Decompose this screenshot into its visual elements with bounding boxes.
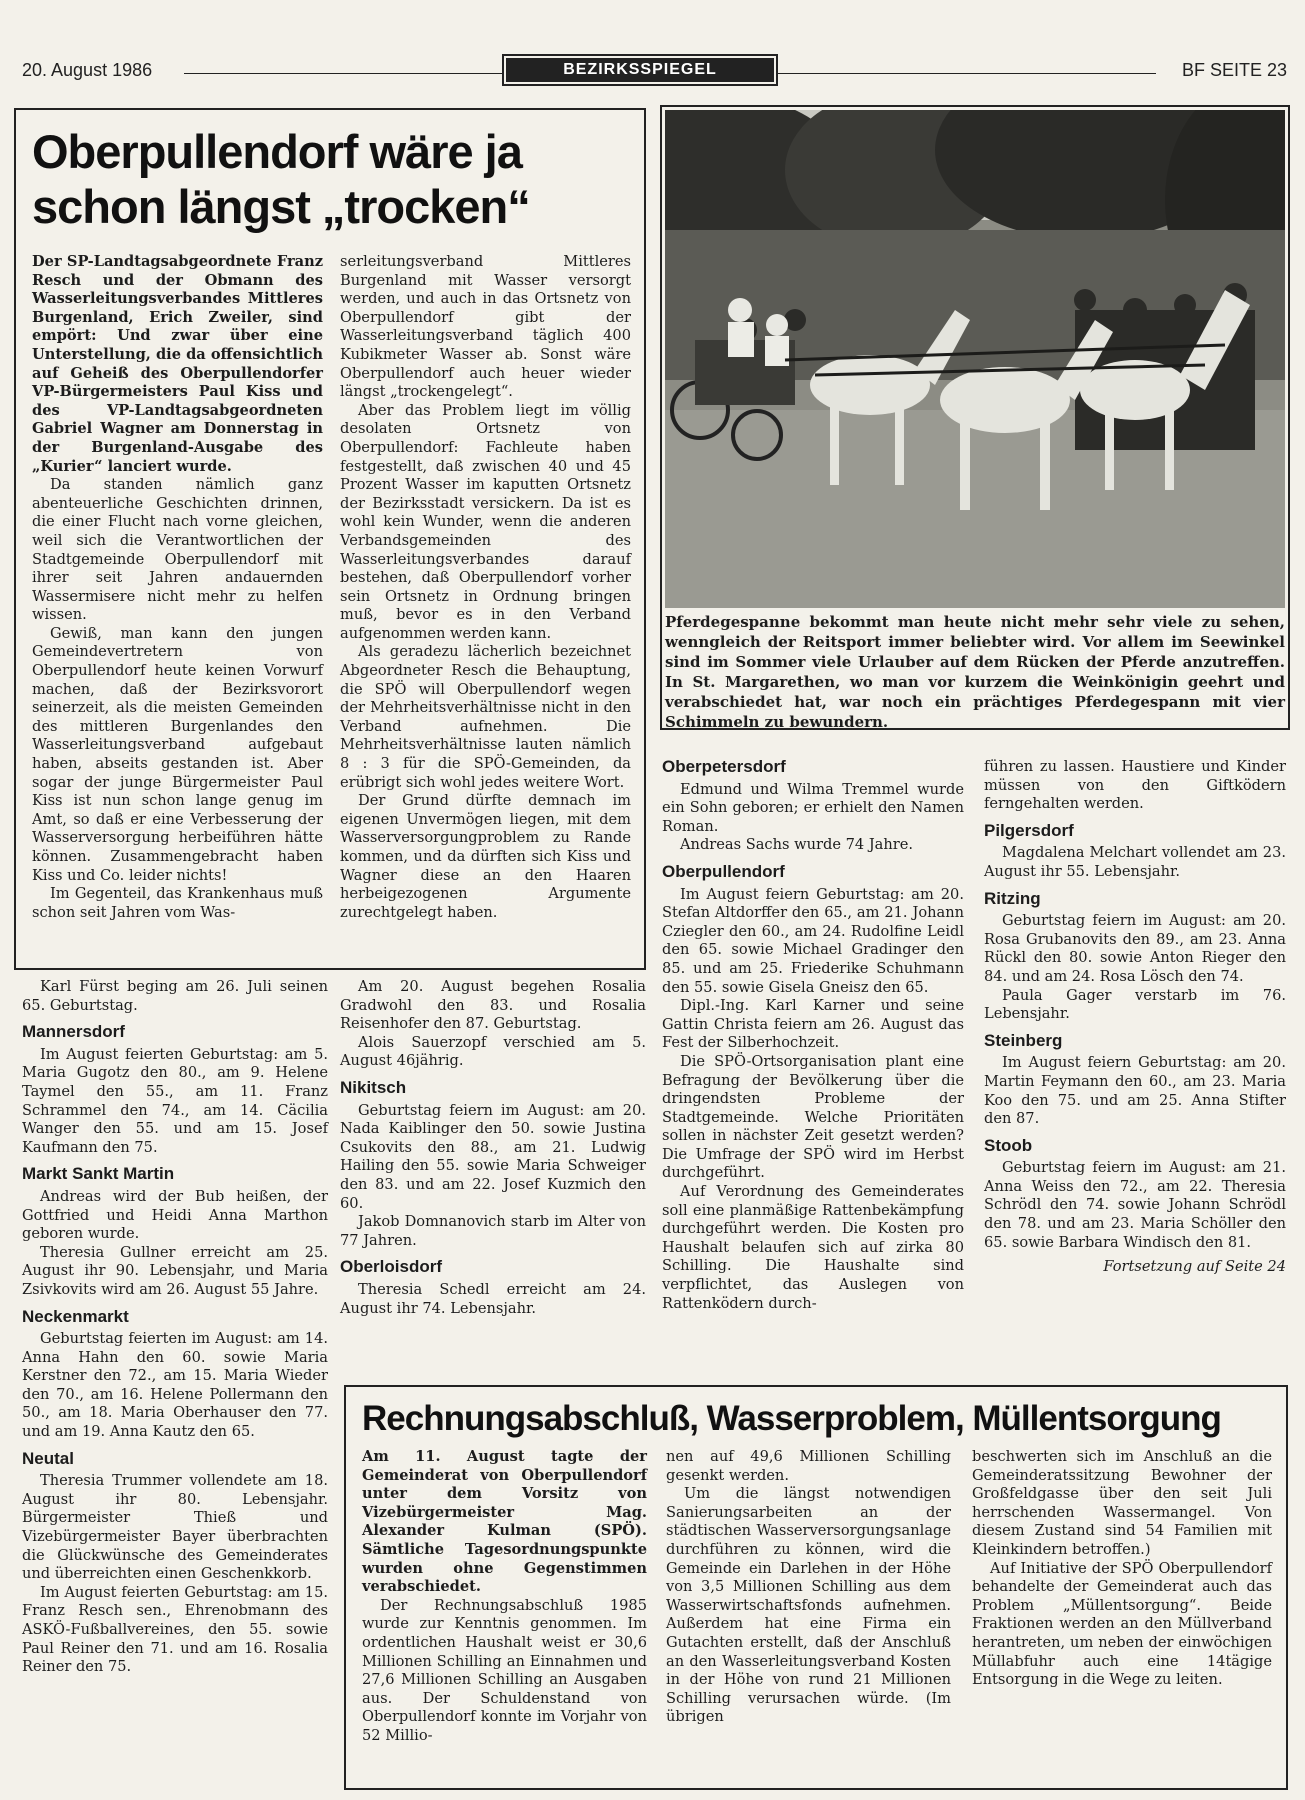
article-paragraph: Als geradezu lächerlich bezeichnet Abgeordneter Resch die Behauptung, die SPÖ will Oberpullendorf wegen der Mehrheitsverhältnisse nicht in den Verband aufnehmen. Die Mehrheitsverhältnisse lauten nämlich 8 : 3 für die SPÖ-Gemeinden, da erübrigt sich wohl jedes weitere Wort. xyxy=(340,643,631,791)
article-gemeinderat-col-2 xyxy=(666,1448,951,1727)
town-heading-stoob: Stoob xyxy=(984,1135,1033,1155)
page-number: BF SEITE 23 xyxy=(1181,60,1287,80)
article-gemeinderat-col-1 xyxy=(362,1448,647,1746)
news-paragraph: Geburtstag feiern im August: am 21. Anna Weiss den 72., am 22. Theresia Schrödl den 74. sowie Johann Schrödl den 78. und am 23. Maria Schöller den 65. sowie Barbara Windisch den 81. xyxy=(984,1159,1286,1251)
town-heading-ritzing: Ritzing xyxy=(984,888,1041,908)
news-paragraph: Geburtstag feierten im August: am 14. Anna Hahn den 60. sowie Maria Kerstner den 72., am 15. Maria Wieder den 70., am 16. Helene Pollermann den 50., am 18. Maria Oberhauser den 77. und am 19. Anna Kautz den 65. xyxy=(22,1330,328,1441)
town-heading-mannersdorf: Mannersdorf xyxy=(22,1022,125,1042)
article-paragraph: Der Rechnungsabschluß 1985 wurde zur Kenntnis genommen. Im ordentlichen Haushalt weist er 30,6 Millionen Schilling an Einnahmen und 27,6 Millionen Schilling an Ausgaben aus. Der Schuldenstand von Oberpullendorf konnte im Vorjahr von 52 Millio- xyxy=(362,1596,647,1744)
article-lead: Der SP-Landtagsabgeordnete Franz Resch und der Obmann des Wasserleitungsverbandes Mittleres Burgenland, Erich Zweiler, sind empört: Und zwar über eine Unterstellung, die da offensichtlich auf Geheiß des Oberpullendorfer VP-Bürgermeisters Paul Kiss und des VP-Landtagsabgeordneten Gabriel Wagner am Donnerstag in der Burgenland-Ausgabe des „Kurier“ lanciert wurde. xyxy=(32,253,324,475)
article-lead: Am 11. August tagte der Gemeinderat von Oberpullendorf unter dem Vorsitz von Vizebürgermeister Mag. Alexander Kulman (SPÖ). Sämtliche Tagesordnungspunkte wurden ohne Gegenstimmen verabschiedet. xyxy=(362,1448,647,1596)
town-heading-markt-sankt-martin: Markt Sankt Martin xyxy=(22,1164,175,1184)
article-paragraph: nen auf 49,6 Millionen Schilling gesenkt werden. xyxy=(666,1448,951,1484)
article-paragraph: Auf Initiative der SPÖ Oberpullendorf behandelte der Gemeinderat auch das Problem „Müllentsorgung“. Beide Fraktionen werden an den Müllverband herantreten, um neben der einwöchigen Müllabfuhr auch eine 14tägige Entsorgung in die Wege zu leiten. xyxy=(972,1559,1272,1689)
article-paragraph: Da standen nämlich ganz abenteuerliche Geschichten drinnen, die einer Flucht nach vorne gleichen, weil sich die Verantwortlichen der Stadtgemeinde Oberpullendorf mit ihrer seit Jahren andauernden Wassermisere nicht mehr zu helfen wissen. xyxy=(32,476,323,624)
horse-carriage-photo xyxy=(665,110,1285,608)
news-paragraph: Theresia Schedl erreicht am 24. August ihr 74. Lebensjahr. xyxy=(340,1280,646,1317)
headline-line-1: Oberpullendorf wäre ja xyxy=(32,125,522,178)
news-paragraph: Jakob Domnanovich starb im Alter von 77 Jahren. xyxy=(340,1213,646,1249)
town-heading-neutal: Neutal xyxy=(22,1448,74,1468)
town-heading-oberloisdorf: Oberloisdorf xyxy=(340,1257,443,1277)
section-label: BEZIRKSSPIEGEL xyxy=(506,58,774,82)
town-heading-nikitsch: Nikitsch xyxy=(340,1077,407,1097)
news-paragraph: Andreas Sachs wurde 74 Jahre. xyxy=(680,836,914,854)
news-paragraph: Auf Verordnung des Gemeinderates soll eine planmäßige Rattenbekämpfung durchgeführt werden. Die Kosten pro Haushalt belaufen sich auf zirka 80 Schilling. Die Haushalte sind verpflichtet, das Auslegen von Rattenködern durch- xyxy=(662,1183,964,1312)
local-news-col-1 xyxy=(22,978,328,1677)
news-paragraph: Im August feierten Geburtstag: am 15. Franz Resch sen., Ehrenobmann des ASKÖ-Fußballvereines, den 55. sowie Paul Reiner den 71. und am 16. Rosalia Reiner den 75. xyxy=(22,1583,328,1676)
article-gemeinderat-headline: Rechnungsabschluß, Wasserproblem, Müllentsorgung xyxy=(362,1399,1221,1438)
local-news-col-3 xyxy=(662,758,964,1313)
local-news-col-2 xyxy=(340,978,646,1318)
continuation-note: Fortsetzung auf Seite 24 xyxy=(1103,1258,1286,1276)
article-paragraph: Im Gegenteil, das Krankenhaus muß schon seit Jahren vom Was- xyxy=(32,885,323,921)
article-oberpullendorf-col-1 xyxy=(32,253,323,922)
news-paragraph: Magdalena Melchart vollendet am 23. August ihr 55. Lebensjahr. xyxy=(984,844,1286,880)
article-paragraph: serleitungsverband Mittleres Burgenland mit Wasser versorgt werden, und auch in das Ortsnetz von Oberpullendorf gibt der Wasserleitungsverband täglich 400 Kubikmeter Wasser ab. Sonst wäre Oberpullendorf auch heuer wieder längst „trockengelegt“. xyxy=(340,253,631,401)
section-label-box xyxy=(502,54,778,86)
header-rule-left xyxy=(184,73,502,74)
news-paragraph: Geburtstag feiern im August: am 20. Rosa Grubanovits den 89., am 23. Anna Rückl den 80. sowie Anton Rieger den 84. und am 24. Rosa Lösch den 74. xyxy=(984,912,1286,985)
news-paragraph: Dipl.-Ing. Karl Karner und seine Gattin Christa feiern am 26. August das Fest der Silberhochzeit. xyxy=(662,997,964,1052)
news-paragraph: Am 20. August begehen Rosalia Gradwohl den 83. und Rosalia Reisenhofer den 87. Geburtstag. xyxy=(340,978,646,1033)
headline-line-2: schon längst „trocken“ xyxy=(32,180,530,233)
article-paragraph: beschwerten sich im Anschluß an die Gemeinderatssitzung Bewohner der Großfeldgasse über den seit Juli herrschenden Wassermangel. Von diesem Zustand sind 54 Familien mit Kleinkindern betroffen.) xyxy=(972,1448,1272,1558)
issue-date: 20. August 1986 xyxy=(22,60,153,80)
header-rule-right xyxy=(778,73,1156,74)
news-paragraph: Im August feiern Geburtstag: am 20. Martin Feymann den 60., am 23. Maria Koo den 75. und am 25. Anna Stifter den 87. xyxy=(984,1054,1286,1128)
article-oberpullendorf-col-2 xyxy=(340,253,631,922)
town-heading-oberpetersdorf: Oberpetersdorf xyxy=(662,757,786,776)
article-paragraph: Aber das Problem liegt im völlig desolaten Ortsnetz von Oberpullendorf: Fachleute haben festgestellt, daß zwischen 40 und 45 Prozent Wasser im kaputten Ortsnetz der Bezirksstadt versickern. Da ist es wohl kein Wunder, wenn die anderen Verbandsgemeinden des Wasserleitungsverbandes darauf bestehen, daß Oberpullendorf vorher sein Ortsnetz in Ordnung bringen muß, bevor es in den Verband aufgenommen werden kann. xyxy=(340,401,631,642)
news-paragraph: Die SPÖ-Ortsorganisation plant eine Befragung der Bevölkerung über die dringendsten Probleme der Stadtgemeinde. Welche Prioritäten sollen in nächster Zeit gesetzt werden? Die Umfrage der SPÖ wird im Herbst durchgeführt. xyxy=(662,1052,964,1182)
horse-carriage-image xyxy=(665,110,1285,608)
local-news-col-4 xyxy=(984,758,1286,1277)
news-paragraph: Paula Gager verstarb im 76. Lebensjahr. xyxy=(984,986,1286,1023)
town-heading-pilgersdorf: Pilgersdorf xyxy=(984,820,1074,840)
article-oberpullendorf-headline xyxy=(32,124,530,234)
news-paragraph: führen zu lassen. Haustiere und Kinder müssen von den Giftködern ferngehalten werden. xyxy=(984,758,1286,813)
article-paragraph: Der Grund dürfte demnach im eigenen Unvermögen liegen, mit dem Wasserversorgungproblem zu Rande kommen, und da dürften sich Kiss und Wagner diese an den Haaren herbeigezogenen Argumente zurechtgelegt haben. xyxy=(340,792,631,921)
news-paragraph: Im August feiern Geburtstag: am 20. Stefan Altdorffer den 65., am 21. Johann Cziegler den 60., am 24. Rudolfine Leidl den 65. sowie Michael Gradinger den 85. und am 25. Friederike Schuhmann den 55. sowie Gisela Gneisz den 65. xyxy=(662,885,964,996)
news-paragraph: Andreas wird der Bub heißen, der Gottfried und Heidi Anna Marthon geboren wurde. xyxy=(22,1187,328,1243)
news-paragraph: Edmund und Wilma Tremmel wurde ein Sohn geboren; er erhielt den Namen Roman. xyxy=(662,780,964,835)
news-paragraph: Alois Sauerzopf verschied am 5. August 46jährig. xyxy=(340,1033,646,1070)
news-paragraph: Geburtstag feiern im August: am 20. Nada Kaiblinger den 50. sowie Justina Csukovits den 88., am 21. Ludwig Hailing den 55. sowie Maria Schweiger den 83. und am 22. Josef Kuzmich den 60. xyxy=(340,1101,646,1212)
news-paragraph: Theresia Trummer vollendete am 18. August ihr 80. Lebensjahr. Bürgermeister Thieß und Vizebürgermeister Bayer überbrachten die Glückwünsche des Gemeinderates und überreichten einen Geschenkkorb. xyxy=(22,1472,328,1583)
town-heading-neckenmarkt: Neckenmarkt xyxy=(22,1306,129,1326)
town-heading-oberpullendorf: Oberpullendorf xyxy=(662,861,785,881)
news-paragraph: Im August feierten Geburtstag: am 5. Maria Gugotz den 80., am 9. Helene Taymel den 55., am 11. Franz Schrammel den 74., am 14. Cäcilia Wanger den 55. und am 15. Josef Kaufmann den 75. xyxy=(22,1045,328,1156)
news-paragraph: Karl Fürst beging am 26. Juli seinen 65. Geburtstag. xyxy=(22,978,328,1014)
news-paragraph: Theresia Gullner erreicht am 25. August ihr 90. Lebensjahr, und Maria Zsivkovits wird am 26. August 55 Jahre. xyxy=(22,1243,328,1298)
town-heading-steinberg: Steinberg xyxy=(984,1030,1063,1050)
photo-caption: Pferdegespanne bekommt man heute nicht mehr sehr viele zu sehen, wenngleich der Reitsport immer beliebter wird. Vor allem im Seewinkel sind im Sommer viele Urlauber auf dem Rücken der Pferde anzutreffen. In St. Margarethen, wo man vor kurzem die Weinkönigin geehrt und verabschiedet hat, war noch ein prächtiges Pferdegespann mit vier Schimmeln zu bewundern. xyxy=(665,613,1285,731)
article-paragraph: Gewiß, man kann den jungen Gemeindevertretern von Oberpullendorf heute keinen Vorwurf machen, daß der Bezirksvorort seinerzeit, als die meisten Gemeinden des mittleren Burgenlandes den Wasserleitungsverband aufgebaut haben, abseits gestanden ist. Aber sogar der junge Bürgermeister Paul Kiss ist nun schon lange genug im Amt, so daß er eine Verbesserung der Wasserversorgung herbeiführen hätte können. Zusammengebracht haben Kiss und Co. leider nichts! xyxy=(32,624,323,884)
article-gemeinderat-col-3 xyxy=(972,1448,1272,1690)
article-paragraph: Um die längst notwendigen Sanierungsarbeiten an der städtischen Wasserversorgungsanlage durchführen zu können, wird die Gemeinde ein Darlehen in der Höhe von 3,5 Millionen Schilling aus dem Wasserwirtschaftsfonds aufnehmen. Außerdem hat eine Firma ein Gutachten erstellt, daß der Anschluß an den Wasserleitungsverband Kosten in der Höhe von rund 21 Millionen Schilling verursachen würde. (Im übrigen xyxy=(666,1485,951,1726)
